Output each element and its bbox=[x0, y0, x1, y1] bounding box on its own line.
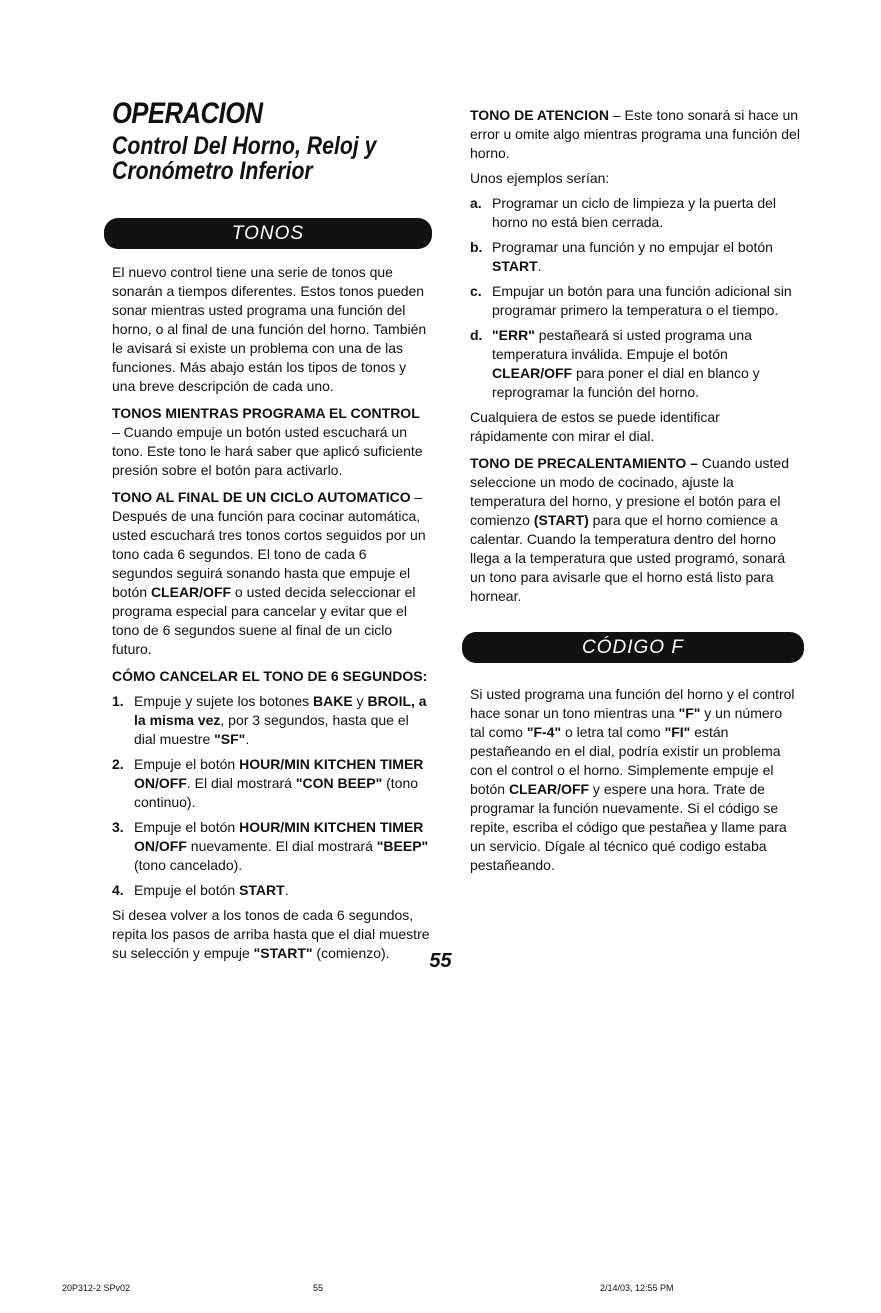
example-c-letter: c. bbox=[470, 283, 482, 299]
section-subtitle bbox=[112, 134, 435, 184]
codigo-f-text-5: y espere una hora. Trate de programar la función nuevamente. Si el código se repite, escriba el código que pestañea y llame para un servicio. Dígale al técnico qué codigo estaba pestañeando. bbox=[470, 781, 787, 873]
tonos-programa-text: – Cuando empuje un botón usted escuchará un tono. Este tono le hará saber que aplicó suficiente presión sobre el botón para activarlo. bbox=[112, 424, 423, 478]
step-3-number: 3. bbox=[112, 819, 124, 835]
err-label: "ERR" bbox=[492, 327, 535, 343]
step-4-number: 4. bbox=[112, 882, 124, 898]
subtitle-line-1: Control Del Horno, Reloj y bbox=[112, 132, 377, 160]
step-2-text: Empuje el botón bbox=[134, 756, 240, 772]
timer-label-2: HOUR/MIN KITCHEN TIMER ON/OFF bbox=[134, 819, 424, 854]
footer-doc-id: 20P312-2 SPv02 bbox=[62, 1283, 131, 1293]
step-3-text-2: nuevamente. El dial mostrará bbox=[186, 838, 377, 854]
example-b bbox=[470, 238, 800, 276]
page-number: 55 bbox=[429, 950, 452, 972]
intro-paragraph: El nuevo control tiene una serie de tonos que sonarán a tiempos diferentes. Estos tonos pueden sonar mientras usted programa una función del horno, o al final de una función del horno. También le avisará si existe un problema con una de las funciones. Más abajo están los tipos de tonos y una breve descripción de cada uno. bbox=[112, 264, 427, 394]
cancelar-heading: CÓMO CANCELAR EL TONO DE 6 SEGUNDOS: bbox=[112, 668, 428, 684]
step-3 bbox=[112, 818, 430, 875]
codigo-f-text-4: están pestañeando en el dial, podría existir un problema con el control o el horno. Simplemente empuje el botón bbox=[470, 724, 781, 797]
codigo-f-paragraph bbox=[470, 685, 800, 875]
f4-label: "F-4" bbox=[526, 724, 562, 740]
step-2 bbox=[112, 755, 430, 812]
example-b-text: Programar una función y no empujar el botón bbox=[492, 239, 773, 255]
tono-final-paragraph bbox=[112, 488, 430, 659]
example-d-text: pestañeará si usted programa una temperatura inválida. Empuje el botón bbox=[492, 327, 752, 362]
start-quoted-label: "START" bbox=[253, 945, 313, 961]
start-paren-label: (START) bbox=[533, 512, 589, 528]
precalentamiento-text: Cuando usted seleccione un modo de cocinado, ajuste la temperatura del horno, y presione el botón para el comienzo bbox=[470, 455, 789, 528]
example-d-clear: CLEAR/OFF bbox=[492, 365, 573, 381]
example-d bbox=[470, 326, 800, 402]
example-a bbox=[470, 194, 800, 232]
step-2-tail: (tono continuo). bbox=[134, 775, 419, 810]
precalentamiento-paragraph bbox=[470, 454, 800, 606]
step-3-tail: (tono cancelado). bbox=[134, 857, 243, 873]
closing-tail: (comienzo). bbox=[312, 945, 390, 961]
example-b-letter: b. bbox=[470, 239, 483, 255]
atencion-text: – Este tono sonará si hace un error u omite algo mientras programa una función del horno. bbox=[470, 107, 800, 161]
clear-off-label: CLEAR/OFF bbox=[150, 584, 232, 600]
example-c-text: Empujar un botón para una función adicional sin programar primero la temperatura o el tiempo. bbox=[492, 283, 792, 318]
step-1-and: y bbox=[352, 693, 368, 709]
con-beep-label: "CON BEEP" bbox=[295, 775, 383, 791]
atencion-heading: TONO DE ATENCION bbox=[470, 107, 609, 123]
example-d-letter: d. bbox=[470, 327, 483, 343]
codigo-f-banner: CÓDIGO F bbox=[462, 632, 804, 663]
step-2-text-2: . El dial mostrará bbox=[186, 775, 296, 791]
step-1 bbox=[112, 692, 430, 749]
step-2-number: 2. bbox=[112, 756, 124, 772]
step-4-text: Empuje el botón bbox=[134, 882, 240, 898]
sf-label: "SF" bbox=[214, 731, 246, 747]
step-1-text: Empuje y sujete los botones bbox=[134, 693, 313, 709]
example-a-text: Programar un ciclo de limpieza y la puerta del horno no está bien cerrada. bbox=[492, 195, 777, 230]
footer-page: 55 bbox=[313, 1283, 324, 1293]
tonos-programa-heading: TONOS MIENTRAS PROGRAMA EL CONTROL bbox=[112, 405, 420, 421]
broil-label: BROIL, a la misma vez bbox=[134, 693, 427, 728]
f-label: "F" bbox=[678, 705, 701, 721]
examples-intro: Unos ejemplos serían: bbox=[470, 170, 610, 186]
example-b-start: START bbox=[492, 258, 538, 274]
example-d-tail: para poner el dial en blanco y reprogramar la función del horno. bbox=[492, 365, 760, 400]
step-1-text-2: , por 3 segundos, hasta que el dial muestre bbox=[134, 712, 409, 747]
tono-final-text: – Después de una función para cocinar automática, usted escuchará tres tonos cortos seguidos por un tono cada 6 segundos. El tono de cada 6 segundos seguirá sonando hasta que empuje el botón bbox=[112, 489, 426, 600]
timer-label: HOUR/MIN KITCHEN TIMER ON/OFF bbox=[134, 756, 424, 791]
tono-final-heading: TONO AL FINAL DE UN CICLO AUTOMATICO bbox=[112, 489, 411, 505]
page-title: OPERACION bbox=[112, 97, 263, 130]
identify-paragraph: Cualquiera de estos se puede identificar rápidamente con mirar el dial. bbox=[470, 409, 720, 444]
start-label: START bbox=[239, 882, 285, 898]
beep-label: "BEEP" bbox=[376, 838, 429, 854]
examples-list bbox=[470, 194, 800, 402]
codigo-f-clear-label: CLEAR/OFF bbox=[508, 781, 590, 797]
tonos-programa-paragraph bbox=[112, 404, 430, 480]
step-1-period: . bbox=[245, 731, 250, 747]
step-4-period: . bbox=[284, 882, 289, 898]
tonos-banner: TONOS bbox=[104, 218, 432, 249]
precalentamiento-heading: TONO DE PRECALENTAMIENTO – bbox=[470, 455, 698, 471]
bake-label: BAKE bbox=[313, 693, 353, 709]
left-column bbox=[112, 98, 430, 963]
tono-final-tail: o usted decida seleccionar el programa especial para cancelar y evitar que el tono de 6 segundos suene al final de un ciclo futuro. bbox=[112, 584, 416, 657]
example-a-letter: a. bbox=[470, 195, 482, 211]
codigo-f-text-2: y un número tal como bbox=[470, 705, 783, 740]
step-3-text: Empuje el botón bbox=[134, 819, 240, 835]
step-4 bbox=[112, 881, 430, 900]
cancel-steps-list bbox=[112, 692, 430, 900]
example-c bbox=[470, 282, 800, 320]
footer-timestamp: 2/14/03, 12:55 PM bbox=[600, 1283, 674, 1293]
precalentamiento-tail: para que el horno comience a calentar. Cuando la temperatura dentro del horno llega a la temperatura que usted programó, sonará un tono para avisarle que el horno está listo para hornear. bbox=[470, 512, 786, 604]
codigo-f-text-3: o letra tal como bbox=[561, 724, 665, 740]
codigo-f-text-1: Si usted programa una función del horno y el control hace sonar un tono mientras una bbox=[470, 686, 795, 721]
atencion-paragraph bbox=[470, 106, 800, 163]
example-b-tail: . bbox=[537, 258, 542, 274]
step-1-number: 1. bbox=[112, 693, 124, 709]
closing-text: Si desea volver a los tonos de cada 6 segundos, repita los pasos de arriba hasta que el dial muestre su selección y empuje bbox=[112, 907, 430, 961]
right-column bbox=[470, 106, 800, 875]
subtitle-line-2: Cronómetro Inferior bbox=[112, 157, 313, 185]
fi-label: "FI" bbox=[664, 724, 691, 740]
